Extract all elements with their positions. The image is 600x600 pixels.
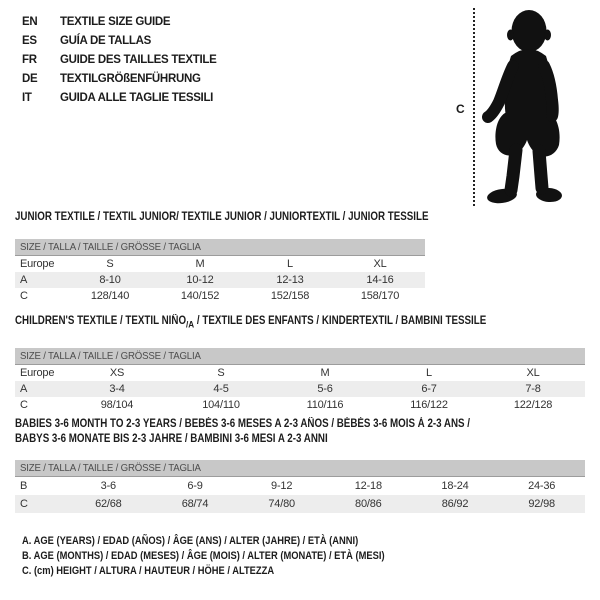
- row-label: C: [20, 498, 28, 510]
- table-title-line2: BABYS 3-6 MONATE BIS 2-3 JAHRE / BAMBINI 3-6 MESI A 2-3 ANNI: [15, 433, 328, 445]
- language-row: [22, 13, 217, 32]
- row-value: 104/110: [202, 399, 240, 412]
- row-value: 128/140: [90, 290, 130, 302]
- row-label: Europe: [20, 258, 55, 270]
- size-header-text: SIZE / TALLA / TAILLE / GRÖSSE / TAGLIA: [20, 350, 201, 363]
- row-label: A: [20, 274, 28, 286]
- row-value: 8-10: [99, 274, 121, 286]
- row-value: S: [106, 258, 114, 270]
- row-value: 158/170: [360, 290, 400, 302]
- row-value: 18-24: [441, 480, 469, 492]
- table-title: [15, 315, 585, 331]
- language-row: [22, 70, 217, 89]
- table-title-line1: BABIES 3-6 MONTH TO 2-3 YEARS / BEBÉS 3-6 MESES A 2-3 AÑOS / BÉBÉS 3-6 MOIS À 2-3 ANS /: [15, 418, 471, 430]
- row-value: 3-4: [109, 383, 125, 396]
- language-title: TEXTILGRÖßENFÜHRUNG: [60, 73, 201, 85]
- language-code: DE: [22, 73, 38, 85]
- row-value: 4-5: [213, 383, 229, 396]
- row-value: 140/152: [180, 290, 220, 302]
- footnote-list: [22, 534, 449, 579]
- table-row: [15, 381, 585, 397]
- footnote-text: C. (cm) HEIGHT / ALTURA / HAUTEUR / HÖHE / ALTEZZA: [22, 565, 275, 577]
- language-row: [22, 32, 217, 51]
- row-label: C: [20, 399, 28, 412]
- table-row: [15, 365, 585, 381]
- babies-textile-table: [15, 417, 585, 513]
- row-value: 122/128: [513, 399, 553, 412]
- row-value: 9-12: [271, 480, 293, 492]
- row-value: 10-12: [186, 274, 214, 286]
- table-row: [15, 477, 585, 495]
- row-label: B: [20, 480, 28, 492]
- row-value: XL: [373, 258, 387, 270]
- table-title: [15, 417, 585, 447]
- table-row: [15, 272, 425, 288]
- language-title: GUIDE DES TAILLES TEXTILE: [60, 54, 217, 66]
- language-list: [22, 13, 217, 108]
- row-value: XL: [526, 367, 540, 380]
- footnote: [22, 549, 449, 564]
- row-value: M: [195, 258, 205, 270]
- row-value: 116/122: [410, 399, 448, 412]
- row-value: L: [426, 367, 432, 380]
- size-header-text: SIZE / TALLA / TAILLE / GRÖSSE / TAGLIA: [20, 241, 201, 253]
- row-value: 74/80: [268, 498, 295, 510]
- table-title-text: JUNIOR TEXTILE / TEXTIL JUNIOR/ TEXTILE JUNIOR / JUNIORTEXTIL / JUNIOR TESSILE: [15, 211, 429, 223]
- row-value: 12-18: [354, 480, 382, 492]
- row-value: 68/74: [181, 498, 209, 510]
- size-header-bar: [15, 348, 585, 365]
- row-value: 62/68: [95, 498, 122, 510]
- language-title: GUÍA DE TALLAS: [60, 35, 151, 47]
- footnote: [22, 534, 449, 549]
- language-code: IT: [22, 92, 32, 104]
- language-row: [22, 51, 217, 70]
- height-measure-line: [473, 8, 475, 206]
- table-row: [15, 495, 585, 513]
- table-title-text: CHILDREN'S TEXTILE / TEXTIL $NIÑO_{/A}$ / TEXTILE DES ENFANTS / KINDERTEXTIL / BAMBINI TESSILE: [15, 315, 487, 331]
- row-value: 92/98: [528, 498, 555, 510]
- row-value: L: [287, 258, 293, 270]
- table-row: [15, 397, 585, 413]
- height-figure: [450, 4, 580, 210]
- row-label: Europe: [20, 367, 55, 380]
- table-row: [15, 256, 425, 272]
- language-row: [22, 89, 217, 108]
- height-measure-label: C: [456, 102, 465, 116]
- table-title: [15, 211, 429, 224]
- row-value: M: [320, 367, 330, 380]
- row-value: 14-16: [366, 274, 394, 286]
- language-code: FR: [22, 54, 37, 66]
- row-label: A: [20, 383, 28, 396]
- size-header-bar: [15, 460, 585, 477]
- table-row: [15, 288, 425, 304]
- row-value: 12-13: [276, 274, 304, 286]
- row-value: 152/158: [270, 290, 310, 302]
- row-label: C: [20, 290, 28, 302]
- row-value: 7-8: [525, 383, 541, 396]
- row-value: S: [217, 367, 225, 380]
- size-header-bar: [15, 239, 425, 256]
- size-header-text: SIZE / TALLA / TAILLE / GRÖSSE / TAGLIA: [20, 462, 201, 474]
- row-value: 24-36: [528, 480, 556, 492]
- row-value: 3-6: [100, 480, 116, 492]
- junior-textile-table: [15, 211, 429, 304]
- baby-silhouette-image: [480, 8, 576, 206]
- row-value: 6-7: [421, 383, 437, 396]
- row-value: 98/104: [100, 399, 134, 412]
- row-value: 86/92: [441, 498, 469, 510]
- language-title: TEXTILE SIZE GUIDE: [60, 16, 171, 28]
- row-value: 6-9: [187, 480, 203, 492]
- row-value: 5-6: [317, 383, 333, 396]
- language-code: EN: [22, 16, 38, 28]
- row-value: 110/116: [306, 399, 344, 412]
- footnote-text: B. AGE (MONTHS) / EDAD (MESES) / ÂGE (MOIS) / ALTER (MONATE) / ETÀ (MESI): [22, 550, 385, 562]
- language-code: ES: [22, 35, 37, 47]
- table-title-subscript: /A: [186, 319, 195, 331]
- footnote: [22, 564, 449, 579]
- childrens-textile-table: [15, 315, 585, 413]
- language-title: GUIDA ALLE TAGLIE TESSILI: [60, 92, 214, 104]
- row-value: XS: [109, 367, 125, 380]
- footnote-text: A. AGE (YEARS) / EDAD (AÑOS) / ÂGE (ANS) / ALTER (JAHRE) / ETÀ (ANNI): [22, 535, 359, 547]
- row-value: 80/86: [355, 498, 382, 510]
